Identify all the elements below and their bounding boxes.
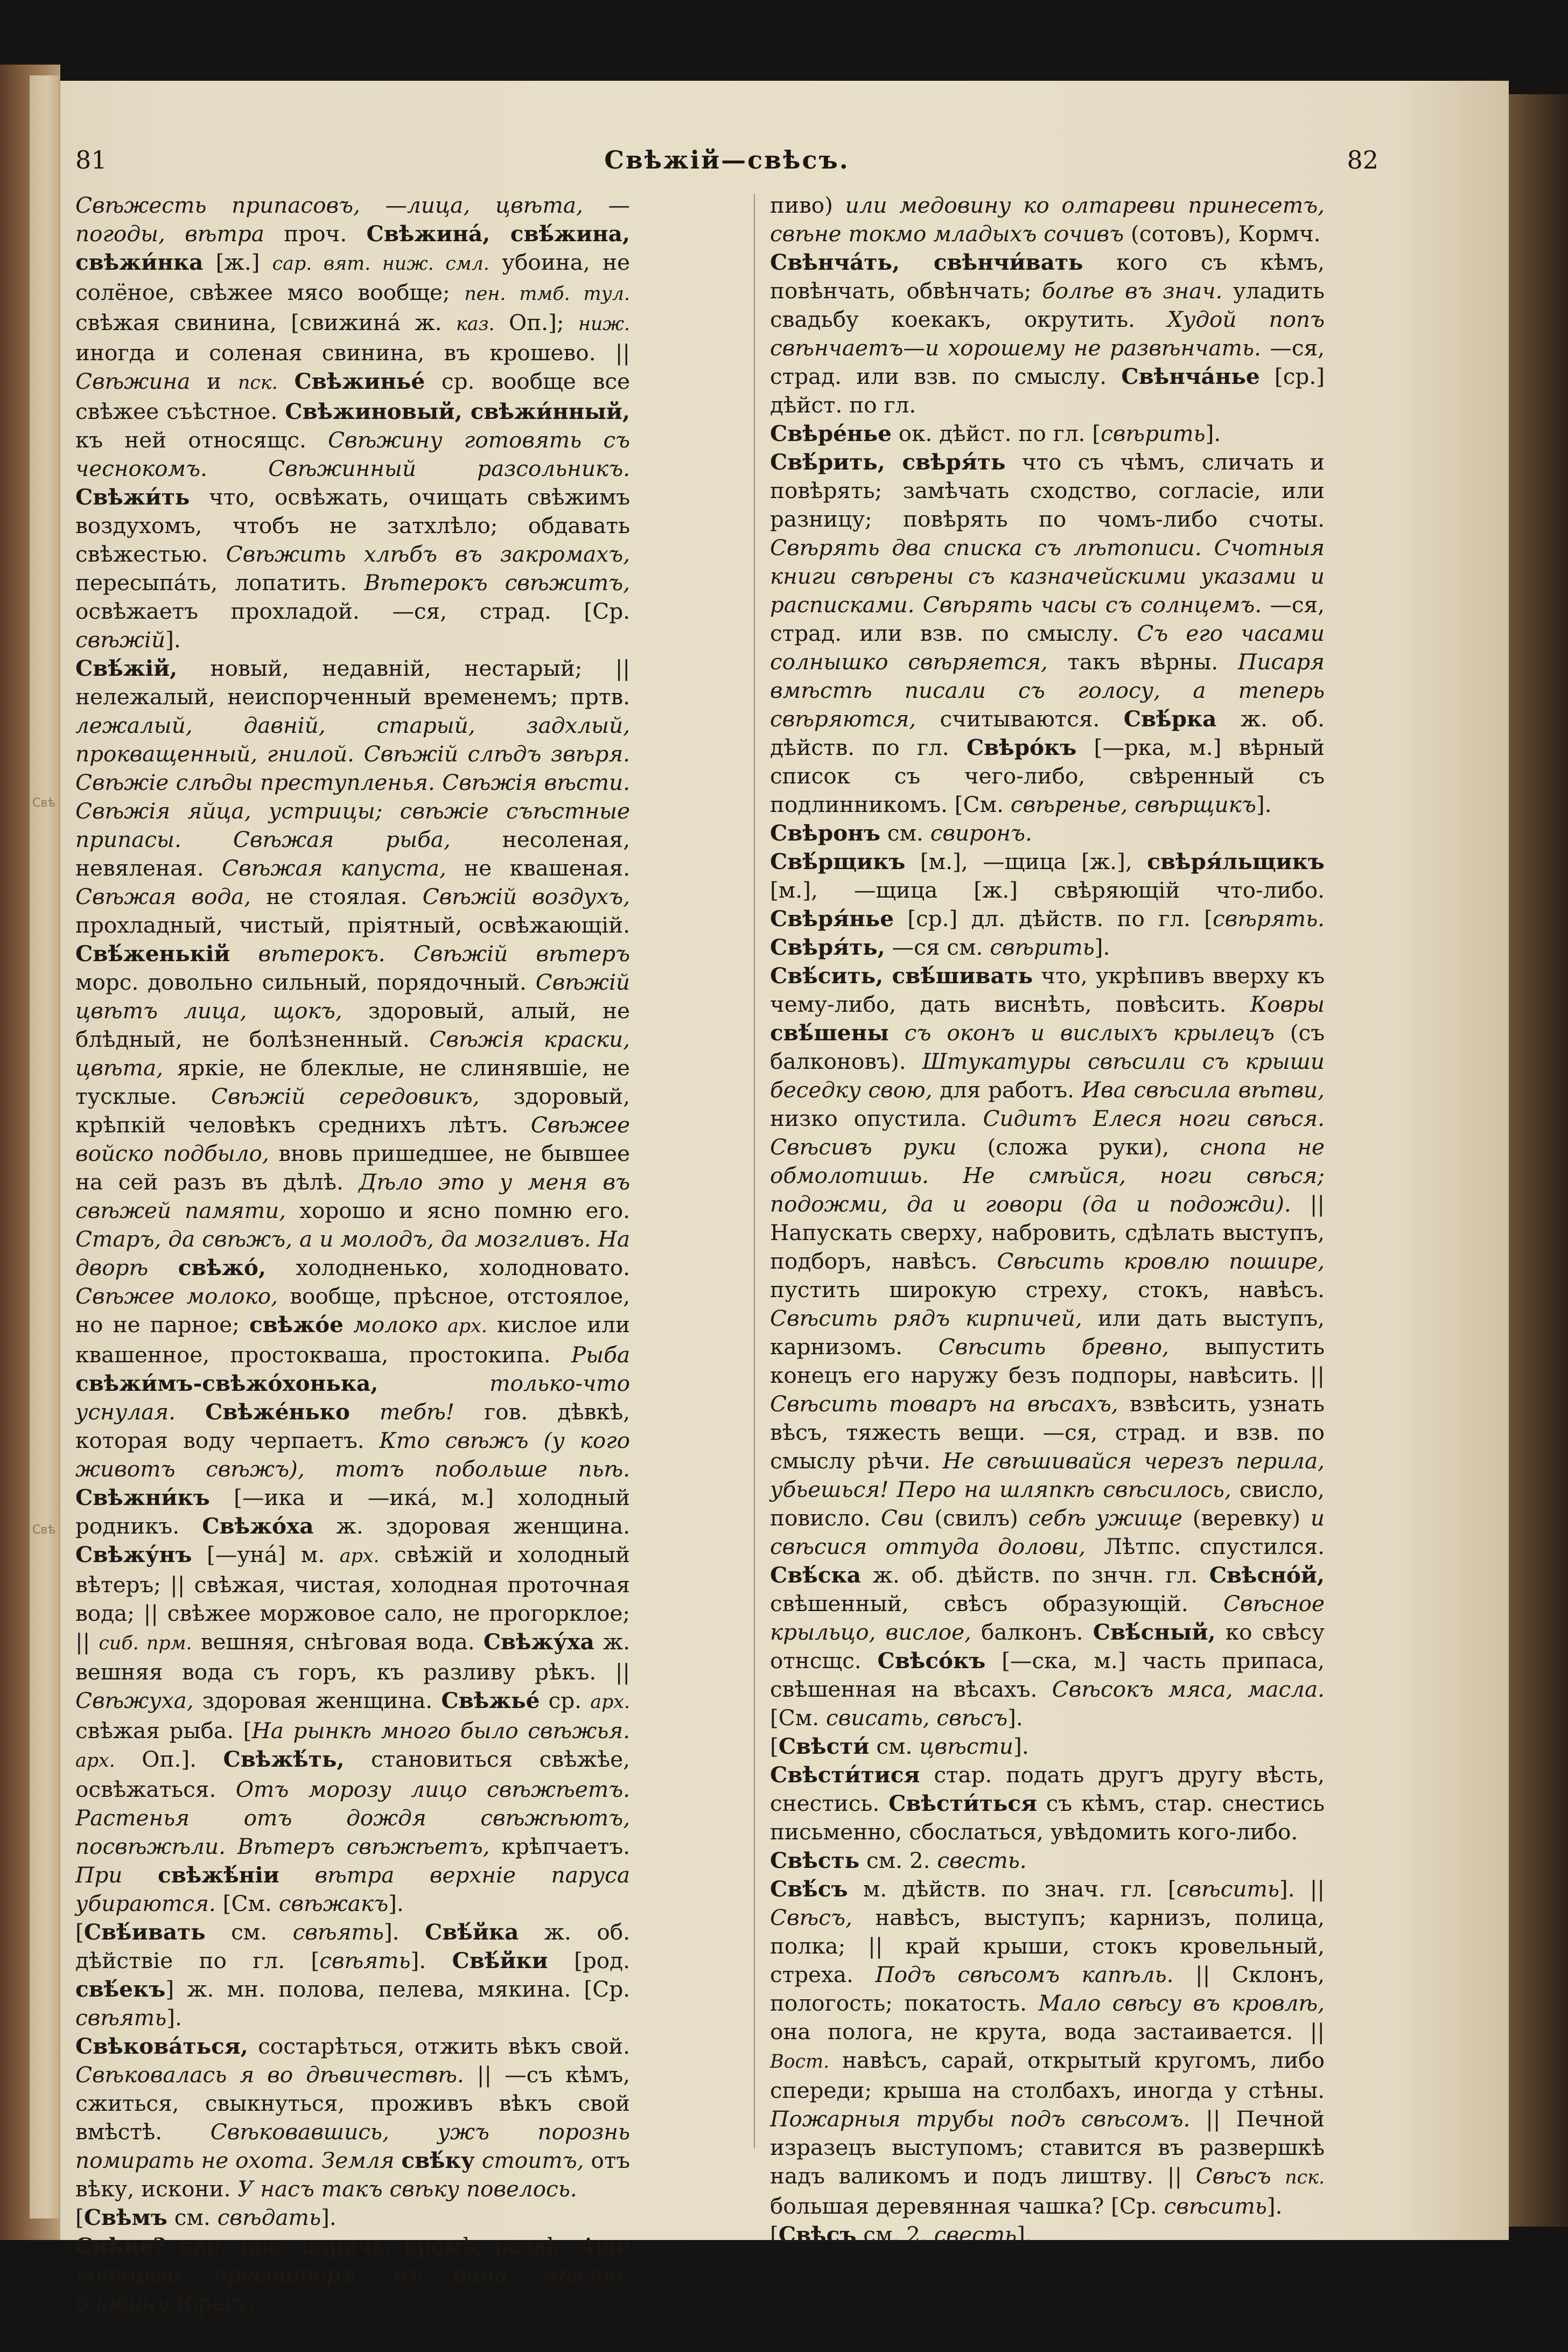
definition-text: новый, недавній, нестарый; || нележалый, неиспорченный временемъ; пртв. bbox=[75, 655, 630, 710]
definition-text: —ся см. bbox=[885, 934, 990, 960]
headword: Свѣжиновый, свѣжи́нный, bbox=[285, 398, 630, 424]
definition-text bbox=[279, 1862, 315, 1888]
definition-text: отъ вѣку, искони. bbox=[75, 2147, 630, 2202]
definition-text: ж. об. дѣйств. по гл. bbox=[770, 706, 1325, 760]
example-text: Дѣло это у меня въ свѣжей памяти, bbox=[75, 1169, 630, 1223]
headword: Свѣсти́тися bbox=[770, 1762, 920, 1788]
definition-text: навѣсъ, сарай, открытый кругомъ, либо спереди; крыша на столбахъ, иногда у стѣны. bbox=[770, 2047, 1325, 2103]
definition-text bbox=[278, 368, 295, 394]
definition-text: [См. bbox=[770, 1705, 827, 1731]
dictionary-entry bbox=[770, 848, 1325, 962]
example-text: свѣренье, свѣрщикъ bbox=[1010, 792, 1256, 817]
definition-text: съ кѣмъ, стар. снестись письменно, сбослаться, увѣдомить кого-либо. bbox=[770, 1790, 1325, 1845]
definition-text: большая деревянная чашка? [Ср. bbox=[770, 2193, 1164, 2219]
example-text: свѣсить bbox=[1176, 1876, 1279, 1902]
abbreviation: пск. bbox=[237, 372, 278, 394]
definition-text: ]. bbox=[166, 2005, 182, 2031]
example-text: Свѣсъ, bbox=[770, 1905, 852, 1930]
definition-text: ]. bbox=[383, 1919, 425, 1945]
headword: свѣжо́, bbox=[178, 1255, 267, 1280]
headword: Свѣсти́ bbox=[778, 1733, 870, 1759]
definition-text bbox=[475, 2147, 482, 2173]
definition-text: ]. bbox=[1007, 1705, 1023, 1731]
example-text: Свѣсить рядъ кирпичей, bbox=[770, 1305, 1082, 1331]
abbreviation: пск. bbox=[1285, 2167, 1325, 2188]
definition-text: свисло, повисло. bbox=[770, 1476, 1325, 1531]
example-text: Штукатуры свѣсили съ крыши беседку свою, bbox=[770, 1048, 1325, 1103]
definition-text: ок. дѣйст. по гл. [ bbox=[891, 421, 1101, 446]
definition-text: [См. bbox=[215, 1891, 279, 1916]
definition-text: (сложа руки), bbox=[956, 1134, 1200, 1160]
definition-text: Оп.]; bbox=[494, 310, 578, 335]
definition-text bbox=[438, 1312, 447, 1338]
definition-text: ]. bbox=[388, 1891, 404, 1916]
example-text: или медовину ко олтареви принесетъ, свѣне токмо младыхъ сочивъ bbox=[770, 192, 1325, 247]
headword: Свѣ́съ bbox=[770, 1876, 848, 1902]
definition-text: [ bbox=[770, 1733, 779, 1759]
definition-text: ж. об. дѣйств. по знчн. гл. bbox=[861, 1562, 1209, 1588]
definition-text: къ ней относящс. bbox=[75, 427, 328, 453]
headword: Свѣжу́ха bbox=[483, 1629, 594, 1655]
abbreviation: арх. bbox=[75, 1750, 115, 1772]
definition-text: [ bbox=[75, 2204, 84, 2230]
example-text: только-что уснулая. bbox=[75, 1370, 630, 1425]
example-text: свѣсить bbox=[1164, 2193, 1267, 2219]
example-text: При bbox=[75, 1862, 123, 1888]
headword: Свѣ́женькій bbox=[75, 941, 230, 967]
example-text: Не свѣшивайся черезъ перила, убьешься! Перо на шляпкѣ свѣсилось, bbox=[770, 1448, 1325, 1502]
definition-text: || Печной изразецъ выступомъ; ставится въ развершкѣ надъ валикомъ и подъ лиштву. || bbox=[770, 2106, 1325, 2189]
definition-text: хорошо и ясно помню его. bbox=[286, 1198, 630, 1223]
abbreviation: арх. bbox=[339, 1545, 380, 1567]
example-text: Свѣжее молоко, bbox=[75, 1283, 278, 1309]
dictionary-entry bbox=[770, 1846, 1325, 1875]
example-text: Съ его часами солнышко свѣряется, bbox=[770, 620, 1325, 675]
definition-text: она полога, не крута, вода застаивается. || bbox=[770, 2019, 1325, 2045]
definition-text: пиво) bbox=[770, 192, 845, 218]
definition-text: ] ж. мн. полова, пелева, мякина. [Ср. bbox=[165, 1976, 630, 2002]
definition-text: что, укрѣпивъ вверху къ чему-либо, дать виснѣть, повѣсить. bbox=[770, 963, 1325, 1017]
definition-text: [ bbox=[770, 2222, 779, 2248]
example-text: Свѣжій цвѣтъ лица, щокъ, bbox=[75, 969, 630, 1024]
definition-text: ср. bbox=[540, 1688, 591, 1713]
definition-text: см. bbox=[205, 1919, 293, 1945]
example-text: тебѣ! bbox=[379, 1399, 454, 1425]
headword: свѣжо́е bbox=[249, 1312, 344, 1338]
definition-text: пустить широкую стреху, стокъ, навѣсъ. bbox=[770, 1277, 1325, 1303]
definition-text: Лѣтпс. спустился. bbox=[1085, 1534, 1325, 1559]
abbreviation: арх. bbox=[590, 1691, 630, 1713]
example-text: Свѣсокъ мяса, масла. bbox=[1052, 1676, 1325, 1702]
headword: Свѣ́ска bbox=[770, 1562, 862, 1588]
definition-text: состарѣться, отжить вѣкъ свой. bbox=[248, 2033, 630, 2059]
definition-text: ж. об. дѣйствіе по гл. [ bbox=[75, 1919, 630, 1973]
headword: Свѣ́ивать bbox=[83, 1919, 206, 1945]
page-header bbox=[75, 145, 1378, 188]
example-text: вѣтра верхніе паруса убираются. bbox=[75, 1862, 631, 1916]
definition-text: ]. bbox=[321, 2204, 337, 2230]
definition-text bbox=[122, 1862, 158, 1888]
example-text: Ковры bbox=[1250, 991, 1325, 1017]
left-column bbox=[75, 191, 631, 2316]
definition-text: прохладный, чистый, пріятный, освѣжающій. bbox=[75, 912, 630, 938]
example-text: свѣять bbox=[292, 1919, 384, 1945]
headword: Свѣро́къ bbox=[966, 734, 1077, 760]
definition-text: такъ вѣрны. bbox=[1047, 649, 1238, 675]
definition-text: || Напускать сверху, набровить, сдѣлать выступъ, подборъ, навѣсъ. bbox=[770, 1191, 1325, 1274]
headword: свѣ́ку bbox=[401, 2147, 475, 2173]
example-text: снопа не обмолотишь. Не смѣйся, ноги свѣся; подожми, да и говори (да и подожди). bbox=[770, 1134, 1325, 1217]
abbreviation: Вост. bbox=[770, 2051, 830, 2073]
example-text: стоитъ, bbox=[481, 2147, 584, 2173]
example-text: цвѣсти bbox=[919, 1733, 1014, 1759]
definition-text: здоровый, крѣпкій человѣкъ среднихъ лѣтъ. bbox=[75, 1083, 630, 1138]
dictionary-entry bbox=[770, 191, 1325, 248]
definition-text: несоленая, невяленая. bbox=[75, 827, 630, 881]
headword: Свѣжи́ть bbox=[75, 484, 190, 510]
example-text: Мало свѣсу въ кровлѣ, bbox=[1038, 1990, 1325, 2016]
example-text: Кто свѣжъ (у кого животъ свѣжъ), тотъ побольше пьѣ. bbox=[75, 1427, 631, 1482]
definition-text: кого съ кѣмъ, повѣнчать, обвѣнчать; bbox=[770, 249, 1325, 304]
definition-text: не стоялая. bbox=[251, 884, 423, 909]
dictionary-entry bbox=[770, 819, 1325, 848]
definition-text: —ся, страд. или взв. по смыслу. bbox=[770, 335, 1325, 389]
example-text: свѣдать bbox=[217, 2204, 321, 2230]
book-right-edge bbox=[1509, 94, 1568, 2227]
headword: Свѣнча́ть, свѣнчи́вать bbox=[770, 249, 1083, 275]
definition-text: ко свѣсу отнсщс. bbox=[770, 1619, 1325, 1674]
definition-text: кислое или квашенное, простокваша, простокипа. bbox=[75, 1312, 631, 1368]
headword: Свѣре́нье bbox=[770, 421, 892, 446]
headword: Свѣсти́ться bbox=[888, 1790, 1037, 1816]
headword: Свѣже́нько bbox=[205, 1399, 350, 1425]
dictionary-entry bbox=[770, 1732, 1325, 1761]
definition-text: ]. bbox=[1205, 421, 1221, 446]
definition-text: что, освѣжать, очищать свѣжимъ воздухомъ, чтобъ не затхлѣло; обдавать свѣжестью. bbox=[75, 484, 630, 567]
definition-text: взвѣсить, узнать вѣсъ, тяжесть вещи. —ся, страд. и взв. по смыслу рѣчи. bbox=[770, 1391, 1325, 1474]
headword: Свѣмъ bbox=[83, 2204, 167, 2230]
example-text: свѣжакъ bbox=[278, 1891, 389, 1916]
example-text: Свѣковалась я во дѣвичествѣ. bbox=[75, 2062, 464, 2088]
definition-text bbox=[350, 1399, 380, 1425]
definition-text: гов. дѣвкѣ, которая воду черпаетъ. bbox=[75, 1399, 631, 1453]
headword: Свѣжу́нъ bbox=[75, 1542, 192, 1567]
definition-text: [ср.] дѣйст. по гл. bbox=[770, 363, 1325, 418]
headword: свѣря́льщикъ bbox=[1147, 849, 1325, 874]
headword: Свѣронъ bbox=[770, 820, 880, 846]
definition-text: холодненько, холодновато. bbox=[266, 1255, 630, 1280]
headword: Свѣсть bbox=[770, 1847, 860, 1873]
definition-text: ]. bbox=[165, 627, 181, 653]
definition-text: ср. вообще все свѣжее съѣстное. bbox=[75, 368, 630, 424]
definition-text: (свилъ) bbox=[924, 1505, 1028, 1531]
headword: Свѣ́сить, свѣ́шивать bbox=[770, 963, 1033, 989]
example-text: свесть bbox=[934, 2222, 1017, 2248]
headword: Свѣсно́й, bbox=[1209, 1562, 1325, 1588]
definition-text: [ж.] bbox=[203, 249, 272, 275]
definition-text bbox=[230, 941, 258, 967]
definition-text: освѣжаетъ прохладой. —ся, страд. [Ср. bbox=[75, 598, 630, 624]
headword: Свѣжье́ bbox=[441, 1688, 540, 1713]
example-text: молоко bbox=[353, 1312, 438, 1338]
definition-text: ]. bbox=[410, 1948, 452, 1973]
definition-text: нар. црк. опричь, кромѣ, развѣ. bbox=[166, 2233, 579, 2259]
example-text: Свѣковавшись, ужъ порознь помирать не охота. Земля bbox=[75, 2119, 631, 2173]
dictionary-entry bbox=[770, 248, 1325, 419]
definition-text: [—ска, м.] часть припаса, свѣшенная на вѣсахъ. bbox=[770, 1648, 1325, 1702]
example-text: болѣе въ знач. bbox=[1042, 278, 1223, 304]
definition-text: стар. подать другъ другу вѣсть, снестись. bbox=[770, 1762, 1325, 1816]
definition-text: ]. bbox=[1013, 1733, 1029, 1759]
definition-text: —ся, страд. или взв. по смыслу. bbox=[770, 592, 1325, 646]
definition-text: низко опустила. bbox=[770, 1105, 983, 1131]
headword: свѣ́шены bbox=[770, 1020, 889, 1046]
definition-text bbox=[344, 1312, 353, 1338]
example-text: Подъ свѣсомъ капѣль. bbox=[875, 1962, 1174, 1987]
headword: Свѣ́рка bbox=[1123, 706, 1217, 732]
headword: свѣ́екъ bbox=[75, 1976, 166, 2002]
headword: Свѣжина́, свѣ́жина, свѣжи́нка bbox=[75, 221, 630, 275]
definition-text: [ср.] дл. дѣйств. по гл. [ bbox=[894, 906, 1213, 932]
definition-text: что съ чѣмъ, сличать и повѣрять; замѣчать сходство, согласіе, или разницу; повѣрять по чомъ-либо счоты. bbox=[770, 449, 1325, 532]
example-text: свѣрить bbox=[1101, 421, 1206, 446]
example-text: свѣжій bbox=[75, 627, 166, 653]
definition-text: яркіе, не блеклые, не слинявшіе, не тусклые. bbox=[75, 1055, 630, 1109]
definition-text: свѣшенный, свѣсъ образующій. bbox=[770, 1591, 1223, 1616]
definition-text bbox=[889, 1020, 905, 1046]
example-text: Писаря вмѣстѣ писали съ голосу, а теперь свѣряются, bbox=[770, 649, 1325, 732]
headword: Свѣ́сный, bbox=[1093, 1619, 1216, 1645]
example-text: Свѣжину готовять съ чеснокомъ. Свѣжинный разсольникъ. bbox=[75, 427, 630, 481]
example-text: свѣрять. bbox=[1212, 906, 1325, 932]
example-text: Свѣжая вода, bbox=[75, 884, 251, 909]
dictionary-entry bbox=[75, 191, 630, 654]
dictionary-entry bbox=[75, 2032, 630, 2203]
definition-text: иногда и соленая свинина, въ крошево. || bbox=[75, 340, 630, 366]
definition-text: см. bbox=[167, 2204, 218, 2230]
headword: Свѣкова́ться, bbox=[75, 2033, 248, 2059]
example-text: вѣтерокъ. Свѣжій вѣтеръ bbox=[258, 941, 630, 967]
definition-text: здоровый, алый, не блѣдный, не болѣзненный. bbox=[75, 998, 630, 1052]
abbreviation: сиб. прм. bbox=[99, 1633, 192, 1654]
example-text: Сви bbox=[880, 1505, 925, 1531]
example-text: свесть. bbox=[937, 1847, 1027, 1873]
example-text: свѣрить bbox=[990, 934, 1095, 960]
definition-text: м. дѣйств. по знач. гл. [ bbox=[848, 1876, 1177, 1902]
definition-text bbox=[394, 2147, 401, 2173]
headword: Свѣ́йки bbox=[452, 1948, 548, 1973]
example-text: свѣять bbox=[75, 2005, 167, 2031]
page-number-left: 81 bbox=[75, 145, 107, 174]
definition-text: навѣсъ, выступъ; карнизъ, полица, полка; || край крыши, стокъ кровельный, стреха. bbox=[770, 1905, 1325, 1987]
definition-text: становиться свѣжѣе, освѣжаться. bbox=[75, 1746, 630, 1802]
example-text: Ива свѣсила вѣтви, bbox=[1081, 1077, 1325, 1103]
headword: свѣжи́мъ-свѣжо́хонька, bbox=[75, 1370, 379, 1396]
definition-text: (веревку) bbox=[1182, 1505, 1311, 1531]
definition-text: пересыпа́ть, лопатить. bbox=[75, 570, 365, 596]
definition-text: балконъ. bbox=[971, 1619, 1093, 1645]
example-text: и свѣсися оттуда долови, bbox=[770, 1505, 1325, 1559]
example-text: Свѣжина bbox=[75, 368, 191, 394]
definition-text: см. bbox=[880, 820, 930, 846]
example-text: Худой попъ свѣнчаетъ—и хорошему не развѣнчать. bbox=[770, 306, 1325, 361]
example-text: Пожарныя трубы подъ свѣсомъ. bbox=[770, 2106, 1191, 2132]
dictionary-entry bbox=[770, 1875, 1325, 2221]
definition-text: свѣжая рыба. [ bbox=[75, 1718, 252, 1744]
dictionary-entry bbox=[770, 1761, 1325, 1846]
column-divider bbox=[754, 194, 755, 2148]
example-text: Свѣжуха, bbox=[75, 1688, 194, 1713]
headword: свѣжѣ́ніи bbox=[158, 1862, 279, 1888]
right-column bbox=[770, 191, 1325, 2248]
abbreviation: арх. bbox=[447, 1315, 487, 1337]
example-text: У насъ такъ свѣку повелось. bbox=[237, 2176, 577, 2202]
abbreviation: пен. тмб. тул. bbox=[464, 283, 631, 305]
running-head: Свѣжій—свѣсъ. bbox=[604, 145, 850, 174]
headword: Свѣнча́нье bbox=[1121, 363, 1260, 389]
margin-fragment: Свѣ bbox=[32, 1523, 56, 1537]
definition-text: (съ балконовъ). bbox=[770, 1020, 1325, 1074]
definition-text: || Склонъ, пологость; покатость. bbox=[770, 1962, 1325, 2016]
definition-text: здоровая женщина. bbox=[193, 1688, 442, 1713]
definition-text: (брагу, bbox=[169, 2290, 256, 2316]
example-text: Свѣсить товаръ на вѣсахъ, bbox=[770, 1391, 1118, 1417]
dictionary-entry bbox=[770, 419, 1325, 448]
example-text: свиронъ. bbox=[930, 820, 1032, 846]
definition-text: ]. bbox=[1094, 934, 1110, 960]
example-text: Сидитъ Елеся ноги свѣся. Свѣсивъ руки bbox=[770, 1105, 1325, 1160]
definition-text: морс. довольно сильный, порядочный. bbox=[75, 969, 536, 995]
definition-text: ]. bbox=[1017, 2222, 1032, 2248]
headword: Свѣря́нье bbox=[770, 906, 894, 932]
dictionary-entry bbox=[770, 448, 1325, 819]
example-text: Аще который пресвитеръ, въ вина мѣсто, оловину bbox=[75, 2233, 630, 2316]
definition-text bbox=[1271, 2163, 1285, 2189]
definition-text: и bbox=[190, 368, 238, 394]
example-text: свисать, свѣсъ bbox=[826, 1705, 1008, 1731]
definition-text: уладить свадьбу коекакъ, окрутить. bbox=[770, 278, 1325, 332]
definition-text: вообще, прѣсное, отстоялое, но не парное; bbox=[75, 1283, 630, 1338]
definition-text: проч. bbox=[264, 221, 367, 247]
definition-text: крѣпчаетъ. bbox=[489, 1833, 630, 1859]
definition-text: (сотовъ), Кормч. bbox=[1124, 221, 1321, 247]
definition-text: || —съ кѣмъ, сжиться, свыкнуться, проживъ вѣкъ свой вмѣстѣ. bbox=[75, 2062, 630, 2145]
definition-text: [—ика и —ика́, м.] холодный родникъ. bbox=[75, 1485, 630, 1539]
example-text: Вѣтерокъ свѣжитъ, bbox=[364, 570, 630, 596]
example-text: Свѣсить бревно, bbox=[938, 1334, 1169, 1360]
headword: Свѣжни́къ bbox=[75, 1485, 210, 1510]
definition-text: [—уна́] м. bbox=[192, 1542, 340, 1567]
headword: Свѣ́рщикъ bbox=[770, 849, 906, 874]
example-text: съ оконъ и вислыхъ крылецъ bbox=[904, 1020, 1275, 1046]
definition-text: [м.], —щица [ж.], bbox=[905, 849, 1147, 874]
definition-text: свѣжая свинина, [свижина́ ж. bbox=[75, 310, 456, 335]
definition-text: [м.], —щица [ж.] свѣряющій что-либо. bbox=[770, 877, 1325, 903]
definition-text: см. bbox=[869, 1733, 920, 1759]
definition-text bbox=[176, 1399, 205, 1425]
example-text: лежалый, давній, старый, задхлый, прокващенный, гнилой. Свѣжій слѣдъ звѣря. Свѣжіе слѣды преступленья. Свѣжія вѣсти. Свѣжія яйца, устрицы; свѣжіе съѣстные припасы. Свѣжая рыба, bbox=[75, 712, 630, 852]
headword: Свѣжо́ха bbox=[202, 1513, 314, 1539]
example-text: Свѣжить хлѣбъ въ закромахъ, bbox=[226, 541, 630, 567]
abbreviation: ниж. bbox=[578, 313, 630, 335]
headword: Свѣ́йка bbox=[424, 1919, 519, 1945]
definition-text: вешняя, снѣговая вода. bbox=[192, 1629, 484, 1655]
example-text: свѣять bbox=[319, 1948, 411, 1973]
margin-fragment: Свѣ bbox=[32, 796, 56, 810]
definition-text: [ bbox=[75, 1919, 84, 1945]
dictionary-entry bbox=[75, 2232, 630, 2318]
example-text: Свѣжія краски, цвѣта, bbox=[75, 1026, 631, 1081]
headword: Свѣсо́къ bbox=[877, 1648, 986, 1674]
definition-text: [—рка, м.] вѣрный список съ чего-либо, свѣренный съ подлинникомъ. [См. bbox=[770, 734, 1325, 817]
definition-text: вновь пришедшее, не бывшее на сей разъ въ дѣлѣ. bbox=[75, 1140, 630, 1195]
example-text: Свѣрять два списка съ лѣтописи. Счотныя книги свѣрены съ казначейскими указами и расписками. Свѣрять часы съ солнцемъ. bbox=[770, 535, 1325, 618]
definition-text: не квашеная. bbox=[446, 855, 630, 881]
headword: Свѣ́жій, bbox=[75, 655, 178, 681]
example-text: Свѣжій воздухъ, bbox=[422, 884, 631, 909]
example-text: Свѣжесть припасовъ, —лица, цвѣта, —погоды, вѣтра bbox=[75, 192, 630, 247]
definition-text: ]. bbox=[1266, 2193, 1283, 2219]
definition-text: ]. || bbox=[1279, 1876, 1325, 1902]
headword: Свѣ́рить, свѣря́ть bbox=[770, 449, 1006, 475]
definition-text: для работъ. bbox=[932, 1077, 1082, 1103]
dictionary-entry bbox=[770, 2221, 1325, 2249]
definition-text bbox=[378, 1370, 489, 1396]
definition-text: Оп.]. bbox=[115, 1746, 223, 1772]
definition-text: или дать выступъ, карнизомъ. bbox=[770, 1305, 1325, 1360]
example-text: Свѣжій середовикъ, bbox=[211, 1083, 480, 1109]
definition-text: см. 2. bbox=[859, 1847, 937, 1873]
example-text: Рыба bbox=[571, 1342, 630, 1368]
definition-text: см. 2. bbox=[856, 2222, 934, 2248]
example-text: Отъ морозу лицо свѣжѣетъ. Растенья отъ дождя свѣжѣютъ, посвѣжѣли. Вѣтеръ свѣжѣетъ, bbox=[75, 1776, 630, 1859]
definition-text: [род. bbox=[548, 1948, 630, 1973]
example-text: Свѣсное крыльцо, вислое, bbox=[770, 1591, 1325, 1645]
definition-text: свѣжій и холодный вѣтеръ; || свѣжая, чистая, холодная проточная вода; || свѣжее моржовое сало, не прогорклое; || bbox=[75, 1542, 630, 1655]
example-text: Свѣсъ bbox=[1195, 2163, 1271, 2189]
dictionary-entry bbox=[75, 654, 630, 1918]
example-text: Свѣсить кровлю пошире, bbox=[997, 1248, 1325, 1274]
headword: Свѣне? bbox=[75, 2233, 166, 2259]
example-text: Старъ, да свѣжъ, а и молодъ, да мозгливъ. На дворѣ bbox=[75, 1226, 630, 1280]
example-text: Свѣжее войско подбыло, bbox=[75, 1112, 630, 1166]
dictionary-entry bbox=[770, 962, 1325, 1732]
definition-text: ]. bbox=[1256, 792, 1272, 817]
definition-text: убоина, не солёное, свѣжее мясо вообще; bbox=[75, 249, 631, 305]
definition-text: выпустить конецъ его наружу безъ подпоры, навѣсить. || bbox=[770, 1334, 1325, 1388]
definition-text: ж. здоровая женщина. bbox=[313, 1513, 630, 1539]
definition-text bbox=[148, 1255, 178, 1280]
headword: Свѣсъ bbox=[778, 2222, 857, 2248]
definition-text: ж. вешняя вода съ горъ, къ разливу рѣкъ. || bbox=[75, 1629, 630, 1685]
example-text: себѣ ужище bbox=[1028, 1505, 1182, 1531]
headword: Свѣжѣ́ть, bbox=[223, 1746, 345, 1772]
page-number-right: 82 bbox=[1347, 145, 1378, 174]
example-text: Свѣжая капуста, bbox=[222, 855, 446, 881]
abbreviation: каз. bbox=[456, 313, 495, 335]
abbreviation: сар. вят. ниж. смл. bbox=[272, 253, 489, 275]
definition-text: считываются. bbox=[916, 706, 1124, 732]
example-text: На рынкѣ много было свѣжья. bbox=[251, 1718, 630, 1744]
headword: Свѣря́ть, bbox=[770, 934, 885, 960]
dictionary-entry bbox=[75, 1918, 630, 2032]
headword: Свѣжинье́ bbox=[294, 368, 425, 394]
dictionary-entry bbox=[75, 2203, 630, 2232]
previous-page-edge bbox=[30, 75, 59, 2218]
